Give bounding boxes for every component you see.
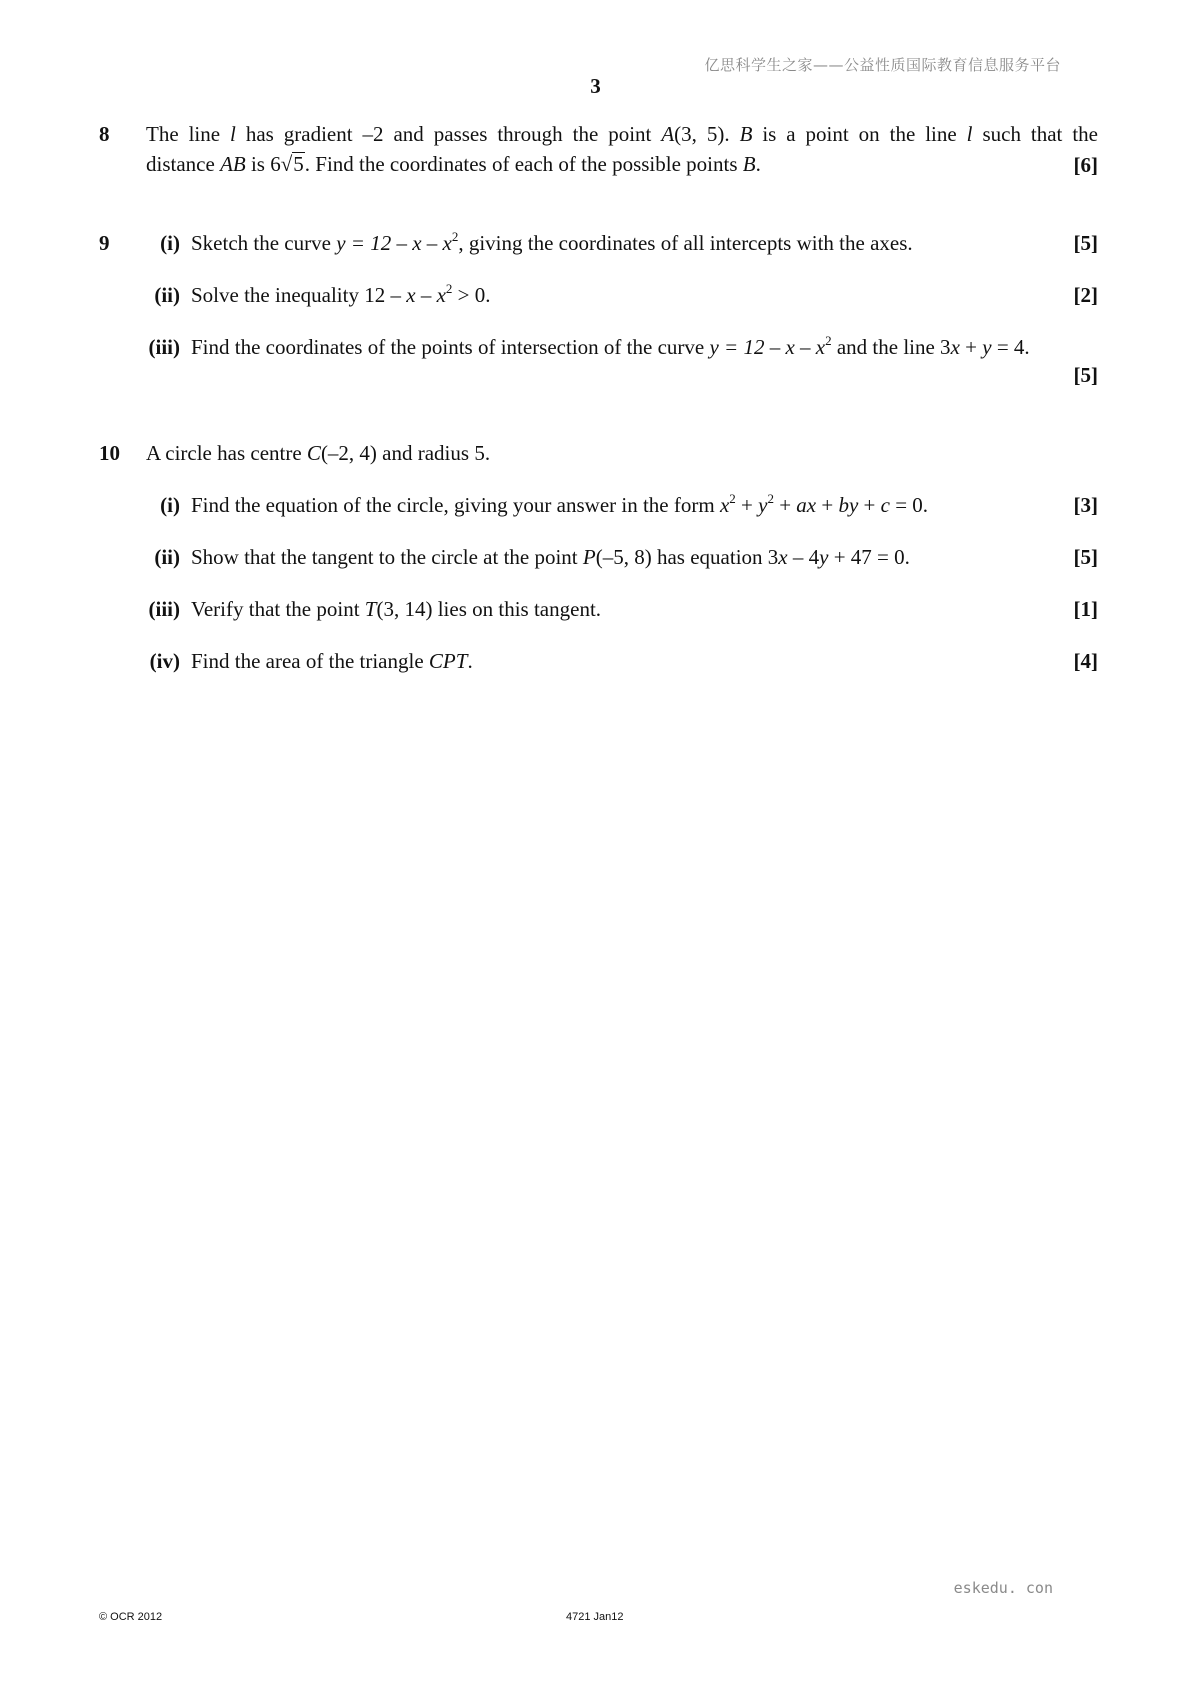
question-10-part-i-text: Find the equation of the circle, giving your answer in the form $x^2 + y^2$ + ax + by + c = 0.	[191, 491, 929, 517]
question-10-intro: A circle has centre C(–2, 4) and radius 5.	[146, 441, 491, 465]
watermark-top: 亿思科学生之家——公益性质国际教育信息服务平台	[704, 56, 1061, 74]
question-10-part-ii-label: (ii)	[154, 545, 180, 569]
page-number: 3	[590, 74, 601, 98]
question-9-part-ii-label: (ii)	[154, 283, 180, 307]
question-10-part-iv-text: Find the area of the triangle CPT.	[191, 649, 473, 673]
question-10-number: 10	[99, 441, 120, 465]
question-10-part-iii-text: Verify that the point T(3, 14) lies on this tangent.	[191, 597, 602, 621]
question-9-part-iii-text: Find the coordinates of the points of intersection of the curve $y = 12 - x - x^2$ and the line 3x + y = 4.	[191, 333, 1030, 359]
question-9-part-i-marks: [5]	[1073, 231, 1098, 255]
square-root-symbol: √5	[280, 152, 304, 176]
question-9-part-i-label: (i)	[160, 231, 180, 255]
footer-copyright: © OCR 2012	[99, 1611, 163, 1623]
question-9-part-ii-text: Solve the inequality $12 - x - x^2 > 0$.	[191, 281, 491, 307]
question-10-part-i-marks: [3]	[1073, 493, 1098, 517]
question-10-part-i-label: (i)	[160, 493, 180, 517]
question-9-number: 9	[99, 231, 110, 255]
question-8-number: 8	[99, 122, 110, 146]
question-10-part-iii-marks: [1]	[1073, 597, 1098, 621]
question-10-part-iv-marks: [4]	[1073, 649, 1098, 673]
question-10-part-iv-label: (iv)	[149, 649, 180, 673]
question-10-part-iii-label: (iii)	[148, 597, 180, 621]
question-9-part-i-text: Sketch the curve $y = 12 - x - x^2$, giving the coordinates of all intercepts with the axes.	[191, 229, 913, 255]
question-10-part-ii-text: Show that the tangent to the circle at the point P(–5, 8) has equation 3x – 4y + 47 = 0.	[191, 545, 910, 569]
question-8-line-1: The line l has gradient –2 and passes through the point A(3, 5). B is a point on the line l such that the	[146, 122, 1098, 146]
question-9-part-iii-label: (iii)	[148, 335, 180, 359]
watermark-bottom: eskedu. con	[953, 1579, 1053, 1597]
footer-paper-code: 4721 Jan12	[566, 1611, 624, 1623]
question-8-marks: [6]	[1073, 153, 1098, 177]
question-9-part-iii-marks: [5]	[1073, 363, 1098, 387]
question-10-part-ii-marks: [5]	[1073, 545, 1098, 569]
question-8-line-2: distance AB is 6√5. Find the coordinates of each of the possible points B.	[146, 149, 1098, 179]
question-9-part-ii-marks: [2]	[1073, 283, 1098, 307]
